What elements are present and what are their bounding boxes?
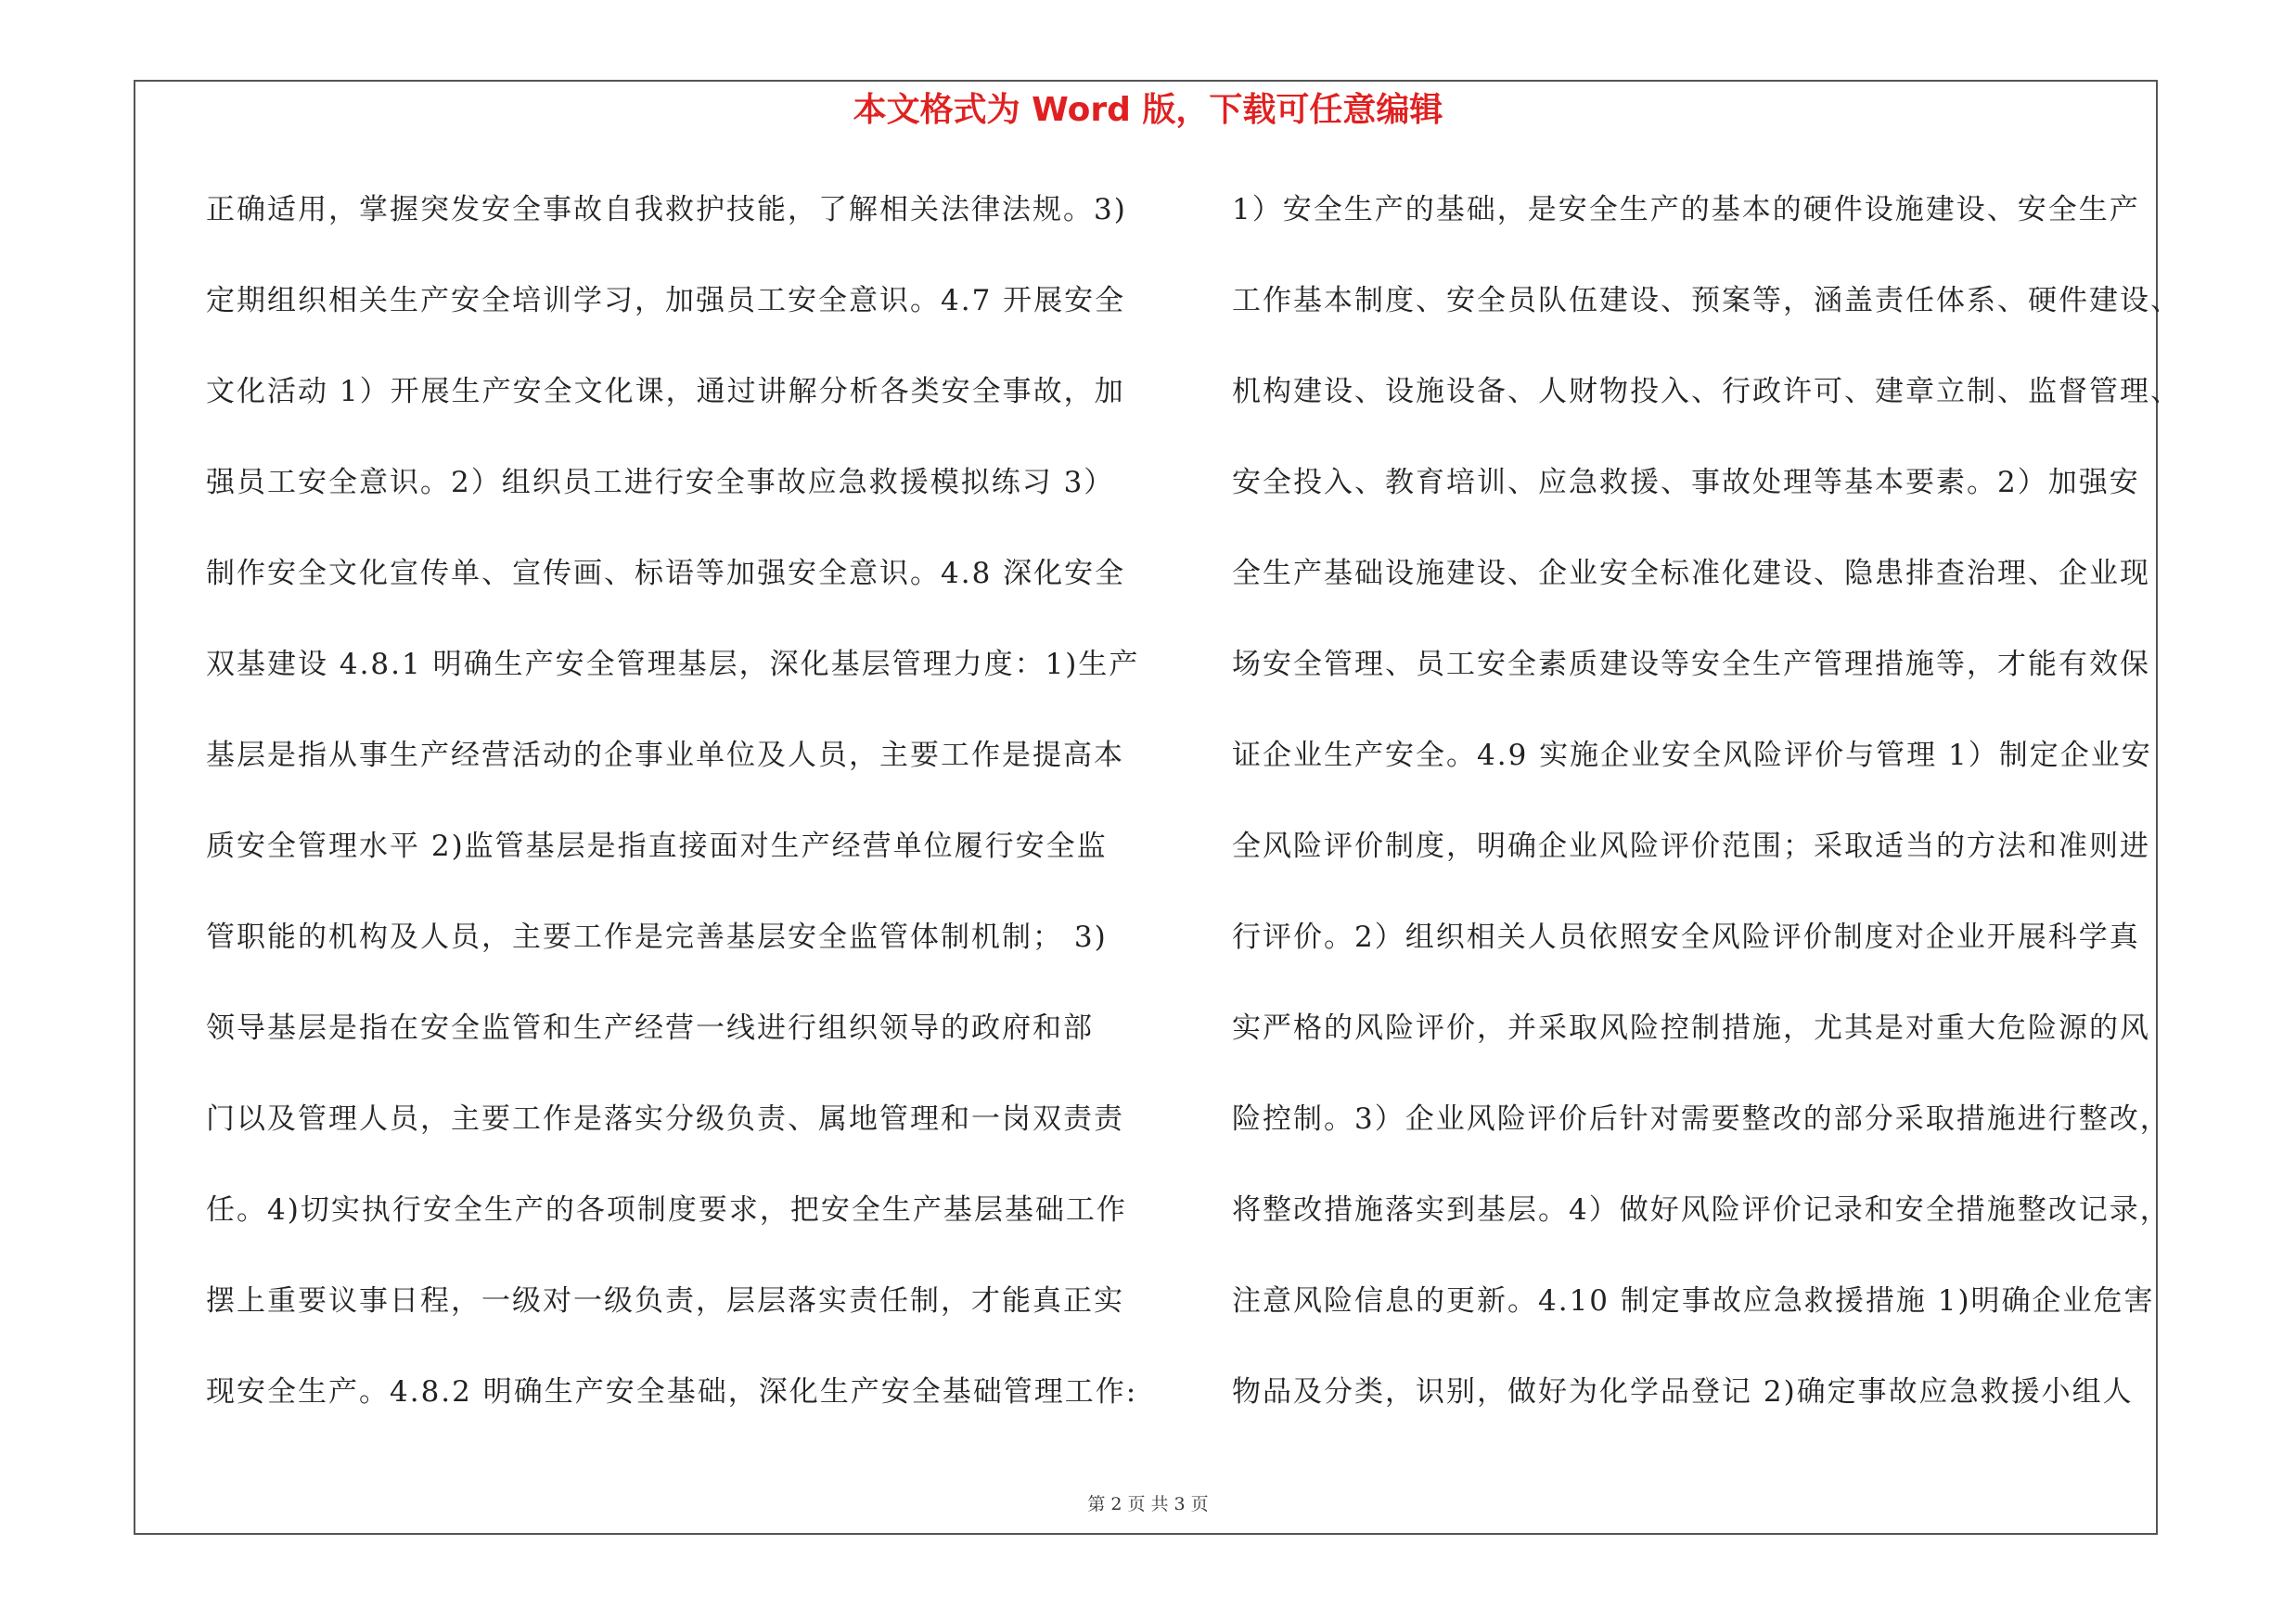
text-line: 门以及管理人员，主要工作是落实分级负责、属地管理和一岗双责责 (206, 1102, 1124, 1136)
page-footer: 第 2 页 共 3 页 (1087, 1494, 1209, 1514)
text-line: 强员工安全意识。2）组织员工进行安全事故应急救援模拟练习 3） (206, 466, 1115, 499)
text-line: 证企业生产安全。4.9 实施企业安全风险评价与管理 1）制定企业安 (1232, 739, 2152, 772)
text-line: 行评价。2）组织相关人员依照安全风险评价制度对企业开展科学真 (1232, 921, 2140, 954)
text-line: 定期组织相关生产安全培训学习，加强员工安全意识。4.7 开展安全 (206, 284, 1126, 317)
text-line: 机构建设、设施设备、人财物投入、行政许可、建章立制、监督管理、 (1232, 375, 2181, 408)
text-line: 现安全生产。4.8.2 明确生产安全基础，深化生产安全基础管理工作: (206, 1375, 1138, 1409)
text-line: 实严格的风险评价，并采取风险控制措施，尤其是对重大危险源的风 (1232, 1011, 2150, 1045)
text-line: 基层是指从事生产经营活动的企事业单位及人员，主要工作是提高本 (206, 739, 1124, 772)
text-line: 1）安全生产的基础，是安全生产的基本的硬件设施建设、安全生产 (1232, 193, 2140, 226)
text-line: 注意风险信息的更新。4.10 制定事故应急救援措施 1)明确企业危害 (1232, 1284, 2155, 1318)
text-line: 全生产基础设施建设、企业安全标准化建设、隐患排查治理、企业现 (1232, 557, 2150, 590)
text-line: 安全投入、教育培训、应急救援、事故处理等基本要素。2）加强安 (1232, 466, 2140, 499)
text-line: 险控制。3）企业风险评价后针对需要整改的部分采取措施进行整改， (1232, 1102, 2171, 1136)
text-line: 任。4)切实执行安全生产的各项制度要求，把安全生产基层基础工作 (206, 1193, 1127, 1227)
text-line: 文化活动 1）开展生产安全文化课，通过讲解分析各类安全事故，加 (206, 375, 1125, 408)
text-line: 全风险评价制度，明确企业风险评价范围；采取适当的方法和准则进 (1232, 830, 2150, 863)
text-line: 正确适用，掌握突发安全事故自我救护技能，了解相关法律法规。3) (206, 193, 1127, 226)
text-line: 工作基本制度、安全员队伍建设、预案等，涵盖责任体系、硬件建设、 (1232, 284, 2181, 317)
format-banner: 本文格式为 Word 版，下载可任意编辑 (853, 91, 1443, 129)
text-line: 摆上重要议事日程，一级对一级负责，层层落实责任制，才能真正实 (206, 1284, 1124, 1318)
right-text-column (1232, 182, 2197, 1455)
text-line: 双基建设 4.8.1 明确生产安全管理基层，深化基层管理力度：1)生产 (206, 648, 1140, 681)
text-line: 将整改措施落实到基层。4）做好风险评价记录和安全措施整改记录， (1232, 1193, 2171, 1227)
text-line: 场安全管理、员工安全素质建设等安全生产管理措施等，才能有效保 (1232, 648, 2150, 681)
text-line: 质安全管理水平 2)监管基层是指直接面对生产经营单位履行安全监 (206, 830, 1108, 863)
text-line: 领导基层是指在安全监管和生产经营一线进行组织领导的政府和部 (206, 1011, 1094, 1045)
text-line: 管职能的机构及人员，主要工作是完善基层安全监管体制机制； 3) (206, 921, 1108, 954)
left-text-column (206, 182, 1140, 1455)
text-line: 物品及分类，识别，做好为化学品登记 2)确定事故应急救援小组人 (1232, 1375, 2134, 1409)
text-line: 制作安全文化宣传单、宣传画、标语等加强安全意识。4.8 深化安全 (206, 557, 1126, 590)
